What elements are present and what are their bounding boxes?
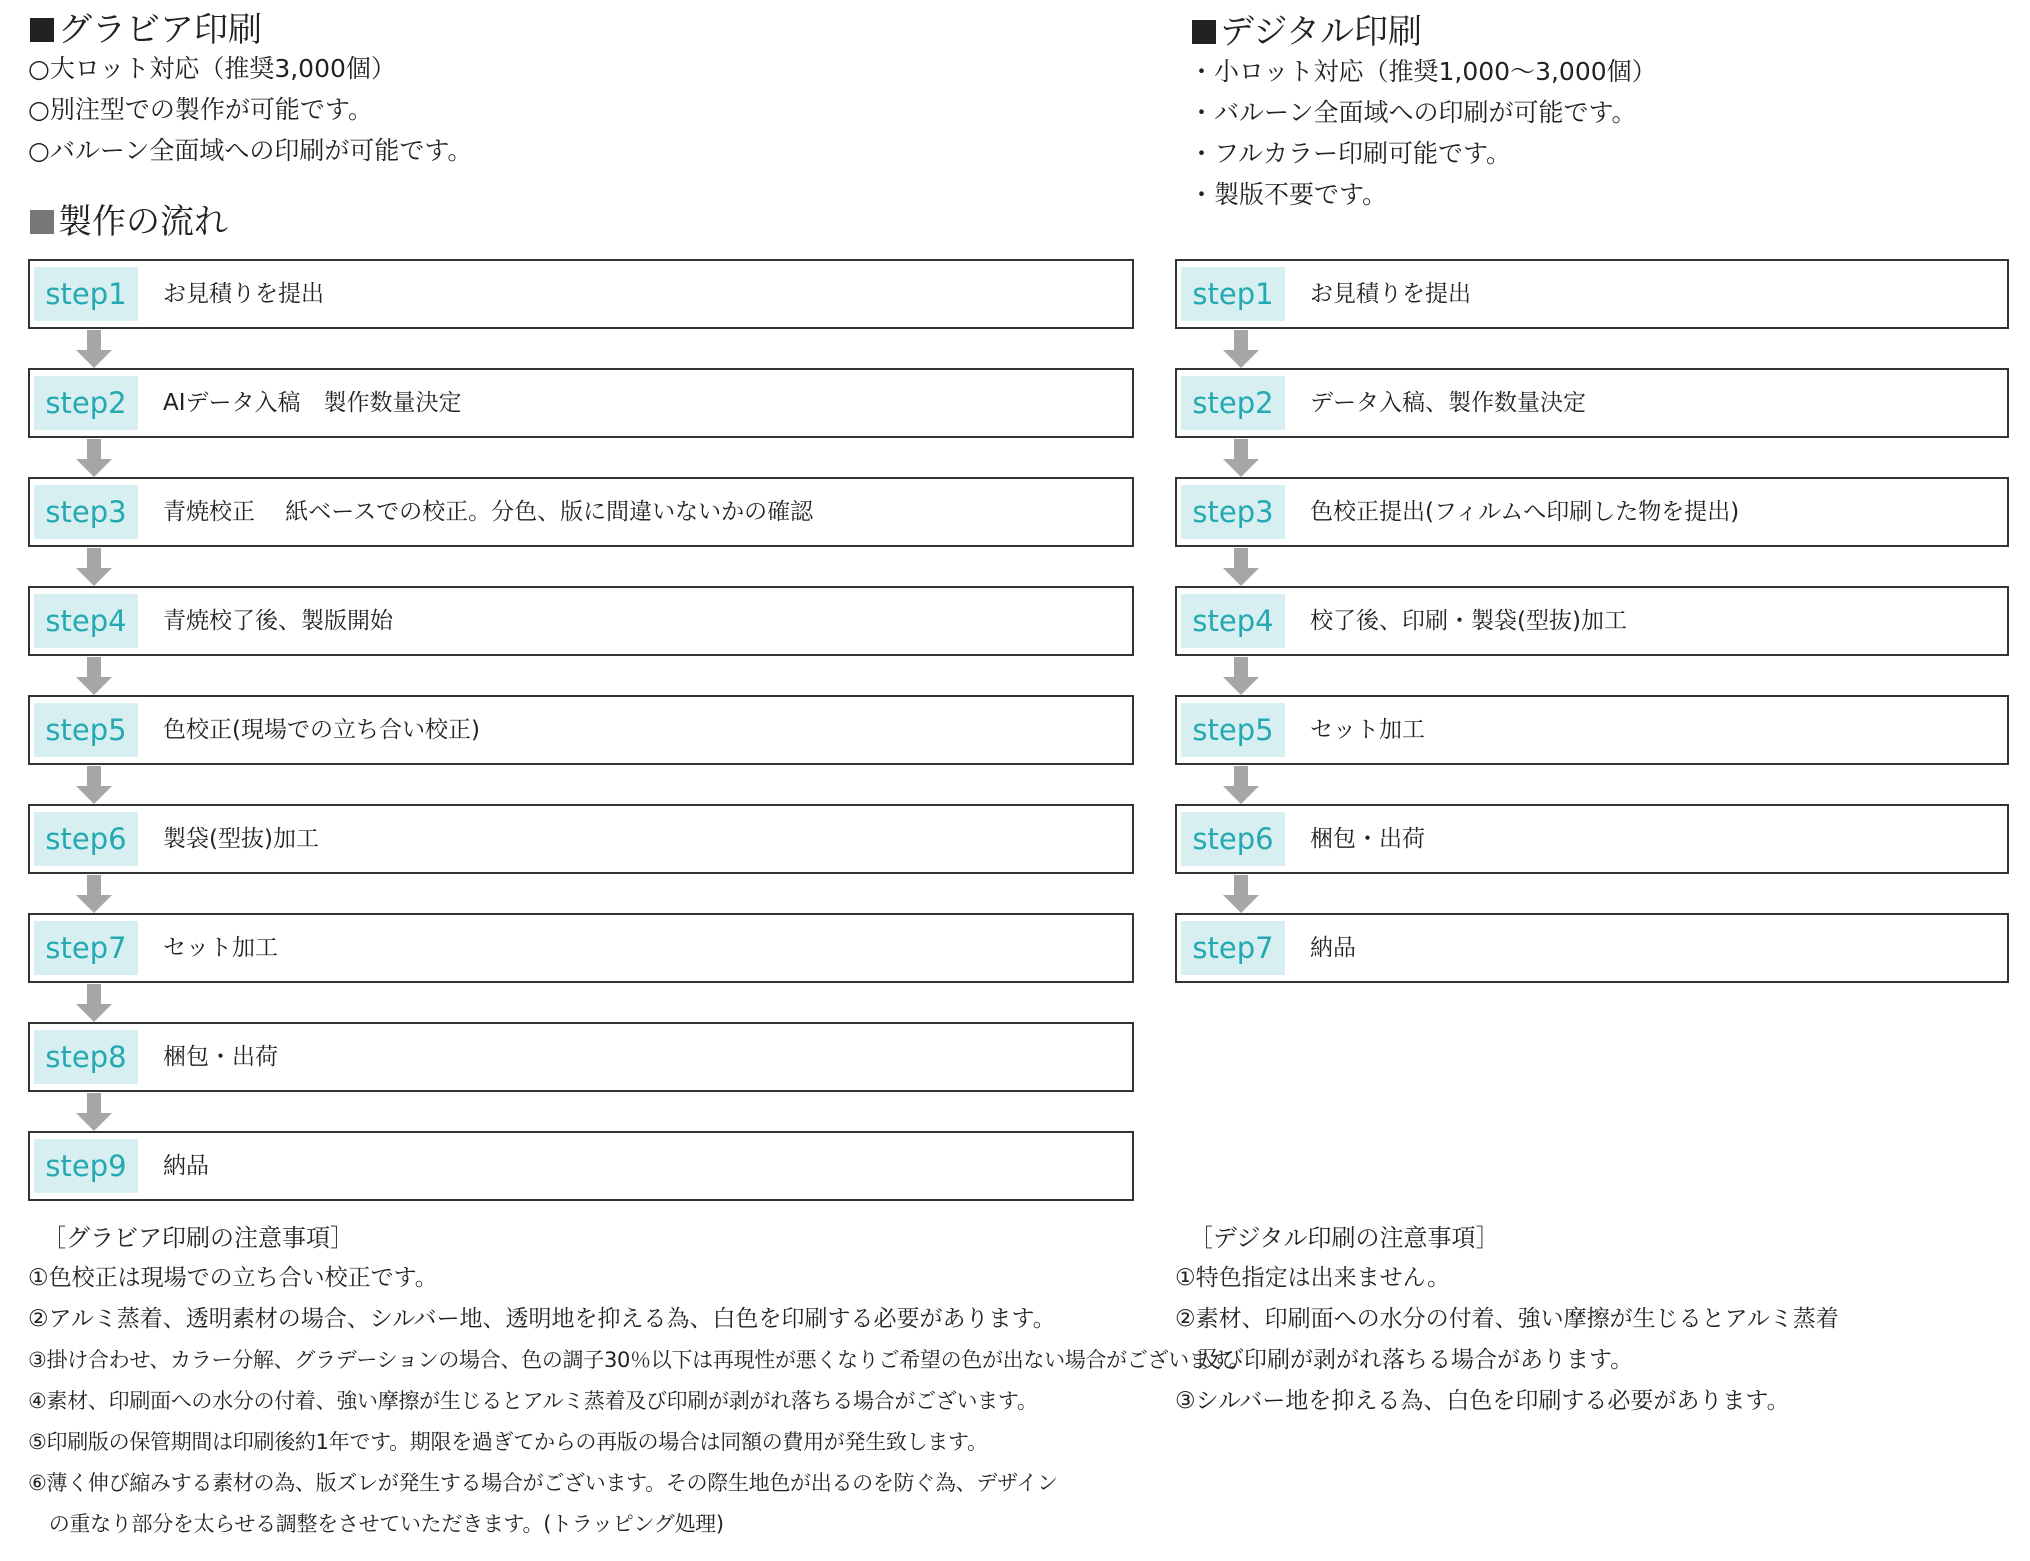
digital-feature-list [1189,51,1657,215]
note-item: の重なり部分を太らせる調整をさせていただきます。(トラッピング処理) [28,1512,724,1536]
digital-step [1175,259,2009,329]
digital-notes [1175,1218,1839,1422]
digital-step [1175,804,2009,874]
step-label: step6 [1181,812,1285,866]
digital-notes-list [1175,1258,1839,1422]
step-text: お見積りを提出 [163,281,324,307]
digital-feature: ・製版不要です。 [1189,180,1388,209]
down-arrow-icon [76,984,112,1022]
square-bullet-icon [30,18,54,42]
digital-step [1175,477,2009,547]
step-text: 製袋(型抜)加工 [163,826,319,852]
note-item: 及び印刷が剥がれ落ちる場合があります。 [1175,1347,1634,1373]
step-text: AIデータ入稿 製作数量決定 [163,390,462,416]
step-label: step3 [1181,485,1285,539]
gravure-notes-title: ［グラビア印刷の注意事項］ [42,1224,354,1252]
step-label: step4 [1181,594,1285,648]
gravure-step [28,1022,1134,1092]
gravure-step [28,913,1134,983]
digital-feature: ・バルーン全面域への印刷が可能です。 [1189,98,1637,127]
square-bullet-icon [1192,20,1216,44]
down-arrow-icon [1223,657,1259,695]
digital-notes-title: ［デジタル印刷の注意事項］ [1189,1224,1500,1252]
digital-step [1175,368,2009,438]
step-text: セット加工 [1310,717,1425,743]
step-label: step5 [1181,703,1285,757]
gravure-step [28,695,1134,765]
note-item: ③シルバー地を抑える為、白色を印刷する必要があります。 [1175,1388,1790,1414]
down-arrow-icon [1223,439,1259,477]
step-text: 色校正(現場での立ち合い校正) [163,717,480,743]
step-text: データ入稿、製作数量決定 [1310,390,1586,416]
note-item: ③掛け合わせ、カラー分解、グラデーションの場合、色の調子30％以下は再現性が悪くなりご希望の色が出ない場合がございます。 [28,1348,1250,1372]
step-text: 青焼校正 紙ベースでの校正。分色、版に間違いないかの確認 [163,499,814,525]
note-item: ①特色指定は出来ません。 [1175,1265,1450,1291]
down-arrow-icon [76,1093,112,1131]
digital-feature: ・小ロット対応（推奨1,000〜3,000個） [1189,57,1657,86]
gravure-feature: ○大ロット対応（推奨3,000個） [28,54,396,83]
digital-step [1175,586,2009,656]
gravure-feature-list [28,48,472,171]
down-arrow-icon [76,875,112,913]
step-text: お見積りを提出 [1310,281,1471,307]
gravure-step [28,1131,1134,1201]
gravure-step [28,804,1134,874]
step-text: 梱包・出荷 [163,1044,278,1070]
step-label: step2 [1181,376,1285,430]
note-item: ⑥薄く伸び縮みする素材の為、版ズレが発生する場合がございます。その際生地色が出るのを防ぐ為、デザイン [28,1471,1058,1495]
step-label: step7 [1181,921,1285,975]
step-label: step4 [34,594,138,648]
step-text: 納品 [1310,935,1356,961]
step-label: step2 [34,376,138,430]
digital-heading [1192,12,1422,52]
gravure-step-list [28,259,1134,1201]
step-label: step1 [34,267,138,321]
step-text: 校了後、印刷・製袋(型抜)加工 [1310,608,1627,634]
step-label: step7 [34,921,138,975]
digital-step [1175,695,2009,765]
flow-title: 製作の流れ [58,202,228,242]
square-bullet-icon [30,210,54,234]
step-label: step5 [34,703,138,757]
gravure-feature: ○バルーン全面域への印刷が可能です。 [28,136,473,165]
step-text: 納品 [163,1153,209,1179]
gravure-feature: ○別注型での製作が可能です。 [28,95,373,124]
gravure-notes [28,1218,1249,1545]
step-label: step8 [34,1030,138,1084]
digital-step-list [1175,259,2009,983]
gravure-step [28,368,1134,438]
note-item: ⑤印刷版の保管期間は印刷後約1年です。期限を過ぎてからの再版の場合は同額の費用が発生致します。 [28,1430,988,1454]
down-arrow-icon [1223,330,1259,368]
gravure-step [28,259,1134,329]
step-label: step3 [34,485,138,539]
down-arrow-icon [76,439,112,477]
down-arrow-icon [76,657,112,695]
step-label: step6 [34,812,138,866]
down-arrow-icon [1223,548,1259,586]
gravure-step [28,477,1134,547]
gravure-heading [30,10,262,50]
note-item: ②アルミ蒸着、透明素材の場合、シルバー地、透明地を抑える為、白色を印刷する必要があります。 [28,1306,1056,1332]
note-item: ②素材、印刷面への水分の付着、強い摩擦が生じるとアルミ蒸着 [1175,1306,1839,1332]
flow-heading [30,202,228,242]
down-arrow-icon [76,548,112,586]
down-arrow-icon [76,766,112,804]
step-text: 色校正提出(フィルムへ印刷した物を提出) [1310,499,1740,525]
step-label: step1 [1181,267,1285,321]
note-item: ①色校正は現場での立ち合い校正です。 [28,1265,438,1291]
down-arrow-icon [1223,875,1259,913]
step-text: 青焼校了後、製版開始 [163,608,393,634]
step-label: step9 [34,1139,138,1193]
down-arrow-icon [76,330,112,368]
digital-step [1175,913,2009,983]
note-item: ④素材、印刷面への水分の付着、強い摩擦が生じるとアルミ蒸着及び印刷が剥がれ落ちる場合がございます。 [28,1389,1038,1413]
digital-feature: ・フルカラー印刷可能です。 [1189,139,1512,168]
step-text: セット加工 [163,935,278,961]
gravure-step [28,586,1134,656]
gravure-notes-list [28,1258,1249,1545]
gravure-title: グラビア印刷 [58,10,262,50]
digital-title: デジタル印刷 [1220,12,1422,52]
step-text: 梱包・出荷 [1310,826,1425,852]
down-arrow-icon [1223,766,1259,804]
